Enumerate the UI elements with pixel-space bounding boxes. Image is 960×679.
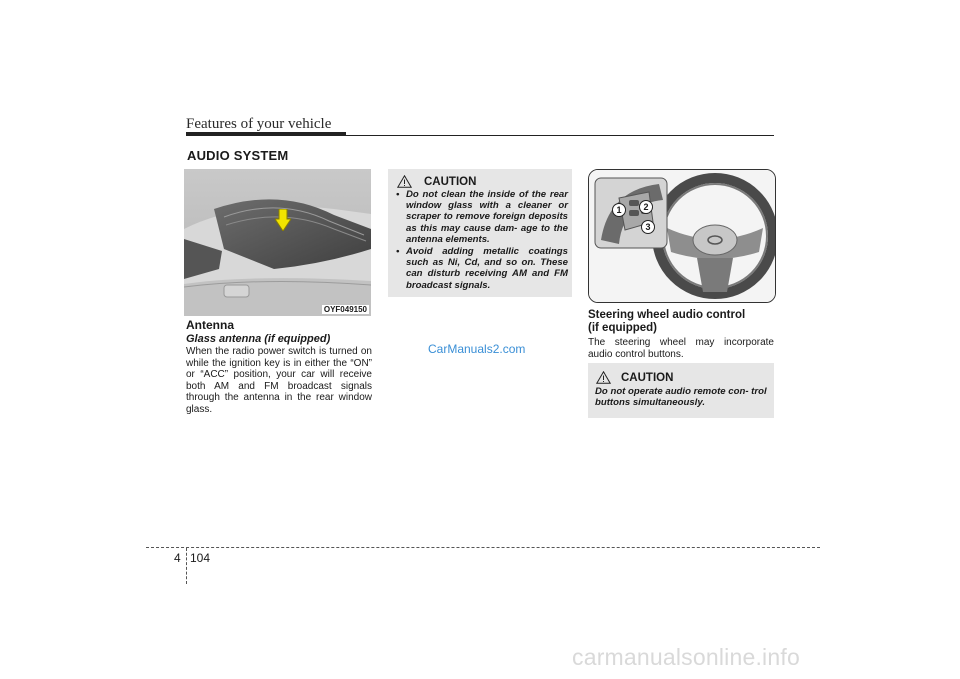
- section-title: AUDIO SYSTEM: [187, 148, 289, 163]
- page-header-title: Features of your vehicle: [186, 116, 332, 132]
- arrow-down-icon: [275, 209, 291, 231]
- caution-body: Do not operate audio remote con- trol buttons simultaneously.: [595, 386, 767, 409]
- caution-heading: CAUTION: [621, 371, 674, 384]
- caution-heading: CAUTION: [424, 175, 477, 188]
- photo-code: OYF049150: [323, 305, 367, 314]
- antenna-photo: [184, 169, 371, 316]
- caution-box-antenna: [388, 169, 572, 297]
- steering-wheel-illustration: [589, 170, 775, 302]
- caution-item: [396, 246, 568, 291]
- footer-rule: [146, 547, 820, 548]
- antenna-subtitle: Glass antenna (if equipped): [186, 333, 331, 345]
- steering-title-line2: (if equipped): [588, 321, 657, 334]
- bullet-icon: •: [396, 246, 400, 258]
- caution-item-text: Avoid adding metallic coatings such as Ni, Cd, and so on. These can disturb receiving AM and FM broadcast signals.: [406, 246, 568, 291]
- callout-3: 3: [641, 220, 655, 234]
- watermark-link[interactable]: CarManuals2.com: [428, 342, 526, 356]
- warning-triangle-icon: [397, 175, 412, 188]
- header-rule: [186, 135, 774, 136]
- steering-title: [588, 309, 745, 334]
- footer-watermark: carmanualsonline.info: [572, 644, 800, 670]
- callout-1: 1: [612, 203, 626, 217]
- steering-wheel-figure: [588, 169, 776, 303]
- caution-box-steering: [588, 363, 774, 418]
- bullet-icon: •: [396, 189, 400, 200]
- page-number: 104: [190, 551, 211, 565]
- antenna-title: Antenna: [186, 318, 234, 332]
- steering-body: The steering wheel may incorporate audio control buttons.: [588, 337, 774, 360]
- callout-2: 2: [639, 200, 653, 214]
- warning-triangle-icon: [596, 371, 611, 384]
- footer-divider: [186, 548, 187, 584]
- antenna-body: When the radio power switch is turned on while the ignition key is in either the “ON” or “ACC” position, your car will receive both AM and FM broadcast signals through the antenna in the rear window glass.: [186, 346, 372, 415]
- caution-item-text: Do not clean the inside of the rear window glass with a cleaner or scraper to remove foreign deposits as this may cause dam- age to the antenna elements.: [406, 189, 568, 245]
- car-rear-window-illustration: [184, 169, 371, 316]
- steering-title-line1: Steering wheel audio control: [588, 309, 746, 321]
- chapter-number: 4: [174, 551, 181, 565]
- caution-item: [396, 189, 568, 245]
